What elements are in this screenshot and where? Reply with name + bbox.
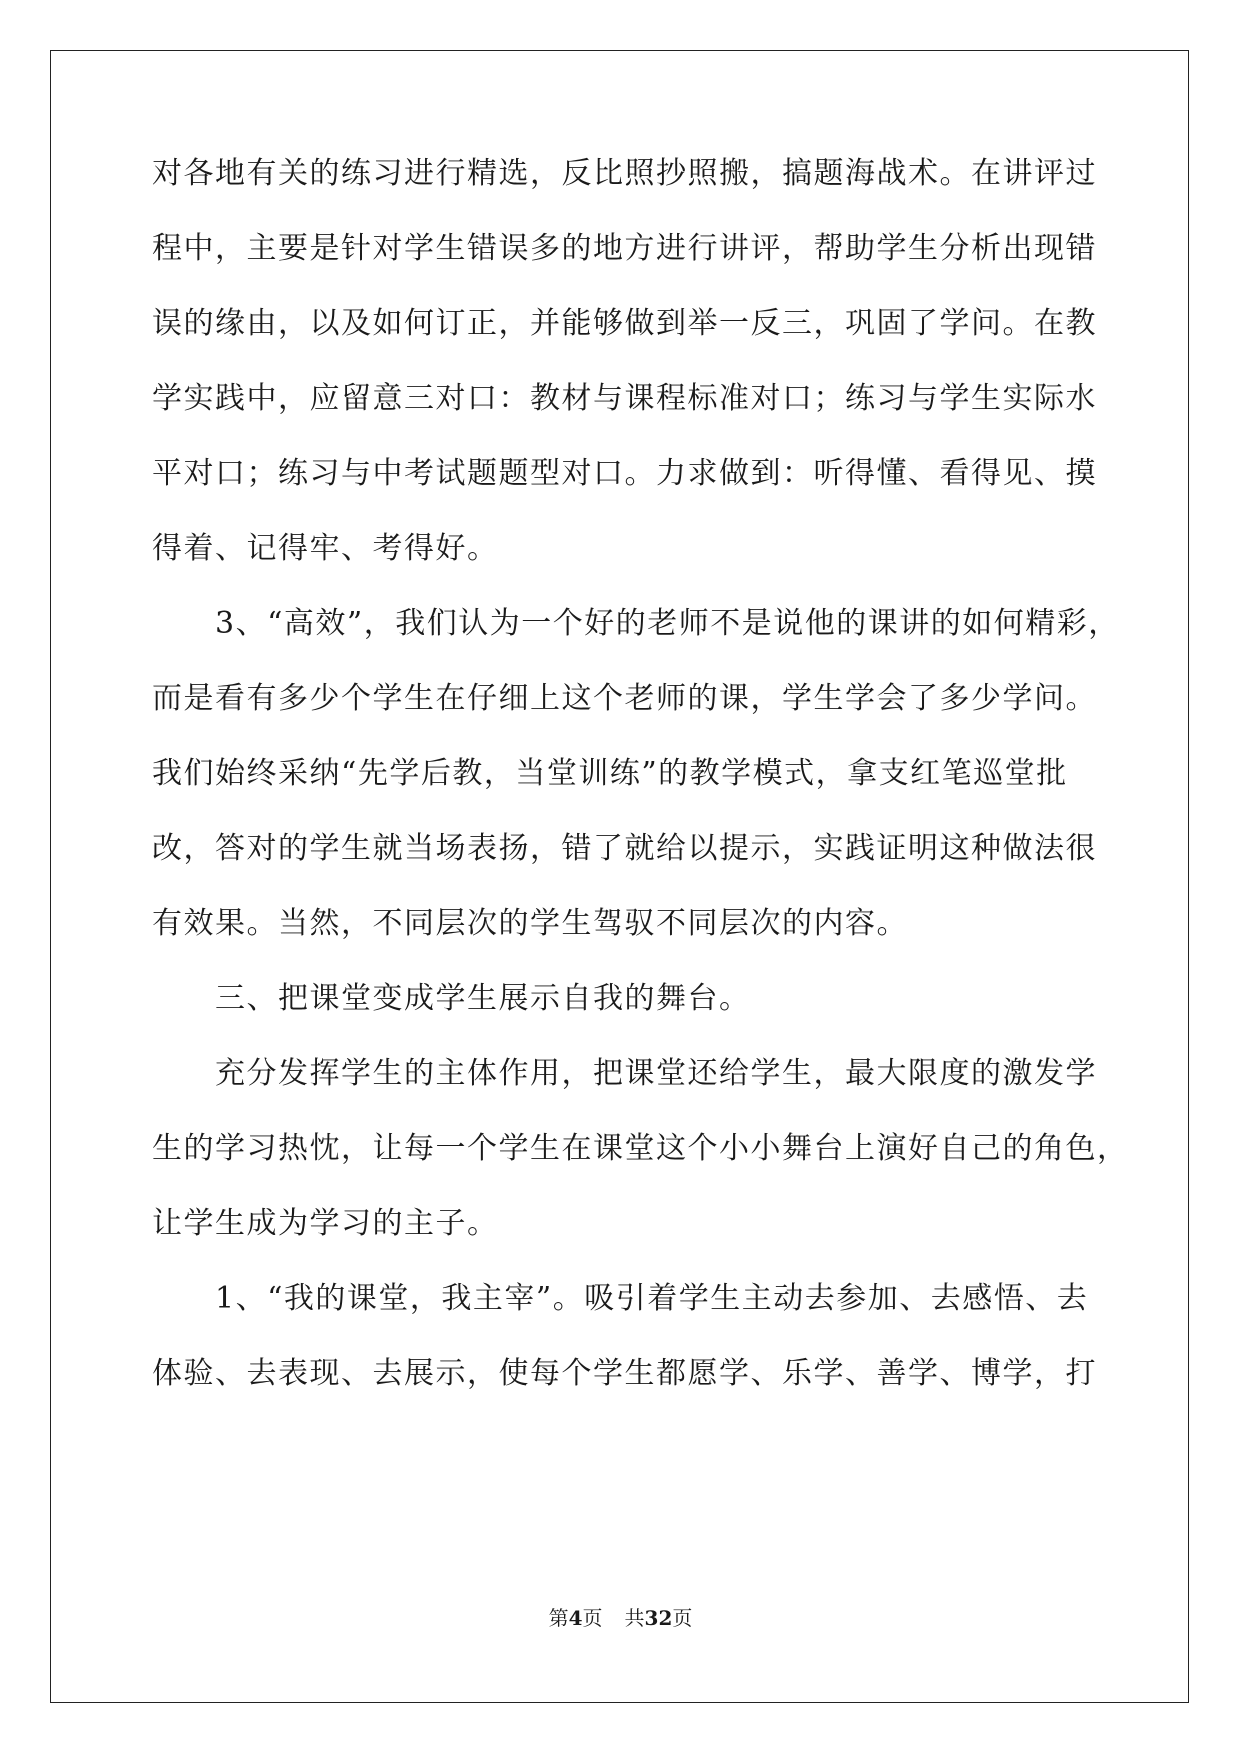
paragraph-line: 充分发挥学生的主体作用，把课堂还给学生，最大限度的激发学	[152, 1056, 1097, 1091]
paragraph-line: 平对口；练习与中考试题题型对口。力求做到：听得懂、看得见、摸	[152, 456, 1097, 491]
page-border	[50, 50, 1189, 1703]
paragraph-line: 改，答对的学生就当场表扬，错了就给以提示，实践证明这种做法很	[152, 831, 1097, 866]
paragraph-line: 得着、记得牢、考得好。	[152, 531, 499, 566]
paragraph-line: 学实践中，应留意三对口：教材与课程标准对口；练习与学生实际水	[152, 381, 1097, 416]
paragraph-line: 3、“高效”，我们认为一个好的老师不是说他的课讲的如何精彩，	[152, 606, 1120, 641]
total-page-count: 32	[644, 1606, 673, 1630]
paragraph-line: 生的学习热忱，让每一个学生在课堂这个小小舞台上演好自己的角色，	[152, 1131, 1129, 1166]
paragraph-line: 1、“我的课堂，我主宰”。吸引着学生主动去参加、去感悟、去	[152, 1281, 1089, 1316]
paragraph-line: 让学生成为学习的主子。	[152, 1206, 499, 1241]
current-page-number: 4	[568, 1606, 583, 1630]
paragraph-line: 有效果。当然，不同层次的学生驾驭不同层次的内容。	[152, 906, 908, 941]
paragraph-line: 体验、去表现、去展示，使每个学生都愿学、乐学、善学、博学，打	[152, 1356, 1097, 1391]
total-suffix: 页	[672, 1606, 693, 1630]
paragraph-line: 程中，主要是针对学生错误多的地方进行讲评，帮助学生分析出现错	[152, 231, 1097, 266]
page-suffix: 页	[582, 1606, 603, 1630]
section-heading: 三、把课堂变成学生展示自我的舞台。	[152, 981, 751, 1016]
page-footer	[0, 1604, 1241, 1632]
paragraph-line: 对各地有关的练习进行精选，反比照抄照搬，搞题海战术。在讲评过	[152, 156, 1097, 191]
paragraph-line: 而是看有多少个学生在仔细上这个老师的课，学生学会了多少学问。	[152, 681, 1097, 716]
paragraph-line: 误的缘由，以及如何订正，并能够做到举一反三，巩固了学问。在教	[152, 306, 1097, 341]
paragraph-line: 我们始终采纳“先学后教，当堂训练”的教学模式，拿支红笔巡堂批	[152, 756, 1068, 791]
page-prefix: 第	[548, 1606, 569, 1630]
total-prefix: 共	[624, 1606, 645, 1630]
